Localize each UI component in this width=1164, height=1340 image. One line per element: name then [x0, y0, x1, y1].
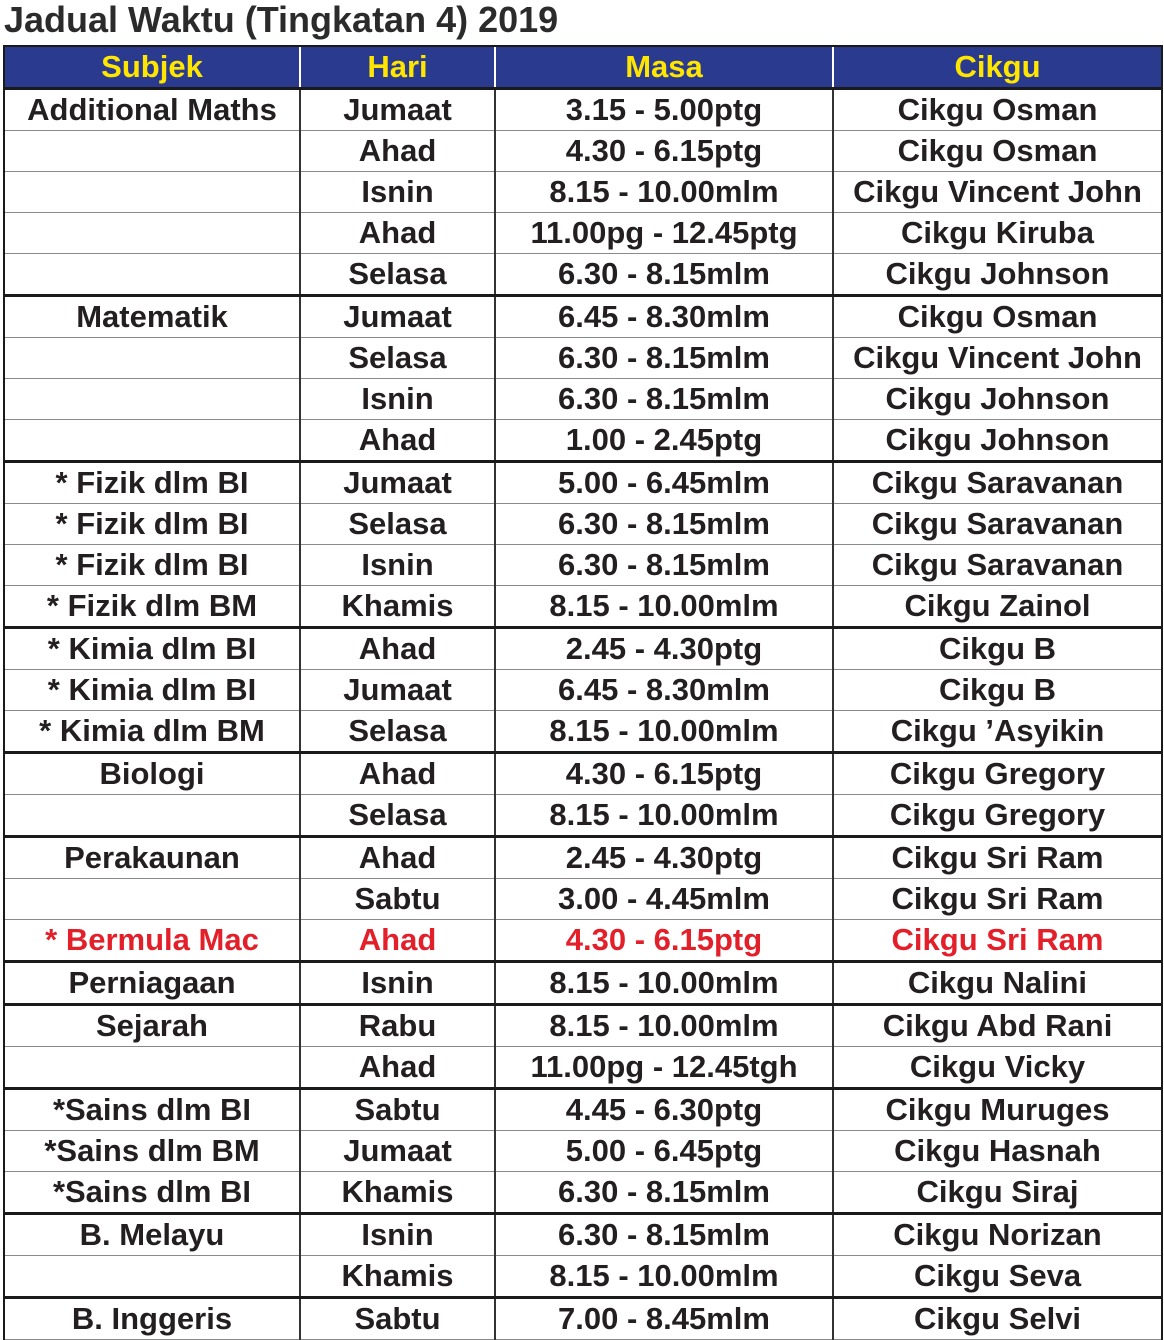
cell-teacher: Cikgu Seva	[833, 1256, 1162, 1298]
cell-time: 11.00pg - 12.45ptg	[495, 213, 833, 254]
table-row	[4, 1256, 1162, 1298]
table-row	[4, 296, 1162, 338]
cell-day: Sabtu	[300, 879, 495, 920]
cell-subject: * Bermula Mac	[4, 920, 300, 962]
cell-time: 4.30 - 6.15ptg	[495, 920, 833, 962]
table-row	[4, 1172, 1162, 1214]
table-row	[4, 962, 1162, 1005]
cell-subject	[4, 1047, 300, 1089]
table-row	[4, 89, 1162, 131]
column-header-day: Hari	[300, 46, 495, 89]
cell-time: 6.30 - 8.15mlm	[495, 1172, 833, 1214]
table-row	[4, 753, 1162, 795]
cell-day: Isnin	[300, 172, 495, 213]
cell-teacher: Cikgu Norizan	[833, 1214, 1162, 1256]
cell-day: Sabtu	[300, 1298, 495, 1340]
cell-day: Jumaat	[300, 462, 495, 504]
cell-time: 8.15 - 10.00mlm	[495, 172, 833, 213]
table-row	[4, 172, 1162, 213]
table-row	[4, 213, 1162, 254]
cell-teacher: Cikgu Abd Rani	[833, 1005, 1162, 1047]
cell-time: 8.15 - 10.00mlm	[495, 795, 833, 837]
cell-teacher: Cikgu Osman	[833, 131, 1162, 172]
cell-day: Jumaat	[300, 1131, 495, 1172]
cell-time: 6.30 - 8.15mlm	[495, 545, 833, 586]
cell-time: 6.45 - 8.30mlm	[495, 670, 833, 711]
cell-time: 6.30 - 8.15mlm	[495, 379, 833, 420]
cell-day: Sabtu	[300, 1089, 495, 1131]
cell-teacher: Cikgu Selvi	[833, 1298, 1162, 1340]
cell-day: Jumaat	[300, 296, 495, 338]
cell-teacher: Cikgu Saravanan	[833, 462, 1162, 504]
table-row	[4, 586, 1162, 628]
cell-time: 4.45 - 6.30ptg	[495, 1089, 833, 1131]
cell-teacher: Cikgu Johnson	[833, 379, 1162, 420]
cell-time: 3.15 - 5.00ptg	[495, 89, 833, 131]
cell-teacher: Cikgu Muruges	[833, 1089, 1162, 1131]
page-title: Jadual Waktu (Tingkatan 4) 2019	[4, 0, 559, 40]
cell-teacher: Cikgu Nalini	[833, 962, 1162, 1005]
cell-subject: * Fizik dlm BM	[4, 586, 300, 628]
cell-day: Ahad	[300, 837, 495, 879]
column-header-subject: Subjek	[4, 46, 300, 89]
cell-teacher: Cikgu Sri Ram	[833, 920, 1162, 962]
cell-time: 5.00 - 6.45mlm	[495, 462, 833, 504]
table-row	[4, 795, 1162, 837]
cell-time: 4.30 - 6.15ptg	[495, 753, 833, 795]
table-row	[4, 711, 1162, 753]
cell-teacher: Cikgu Saravanan	[833, 545, 1162, 586]
cell-subject: * Fizik dlm BI	[4, 462, 300, 504]
cell-teacher: Cikgu Johnson	[833, 254, 1162, 296]
cell-day: Isnin	[300, 1214, 495, 1256]
cell-day: Khamis	[300, 586, 495, 628]
cell-time: 6.30 - 8.15mlm	[495, 1214, 833, 1256]
cell-day: Ahad	[300, 1047, 495, 1089]
cell-subject	[4, 254, 300, 296]
cell-subject	[4, 795, 300, 837]
cell-subject: B. Melayu	[4, 1214, 300, 1256]
table-row	[4, 1089, 1162, 1131]
cell-day: Isnin	[300, 962, 495, 1005]
table-row	[4, 545, 1162, 586]
cell-subject: Additional Maths	[4, 89, 300, 131]
table-row	[4, 879, 1162, 920]
cell-subject: B. Inggeris	[4, 1298, 300, 1340]
header-row	[4, 46, 1162, 89]
cell-teacher: Cikgu Vincent John	[833, 338, 1162, 379]
cell-time: 6.30 - 8.15mlm	[495, 504, 833, 545]
cell-subject: Biologi	[4, 753, 300, 795]
cell-teacher: Cikgu B	[833, 670, 1162, 711]
cell-day: Selasa	[300, 711, 495, 753]
cell-time: 6.30 - 8.15mlm	[495, 338, 833, 379]
cell-day: Ahad	[300, 753, 495, 795]
cell-subject: Perakaunan	[4, 837, 300, 879]
cell-teacher: Cikgu Sri Ram	[833, 879, 1162, 920]
cell-teacher: Cikgu Vincent John	[833, 172, 1162, 213]
column-header-time: Masa	[495, 46, 833, 89]
table-row	[4, 254, 1162, 296]
cell-teacher: Cikgu Gregory	[833, 795, 1162, 837]
cell-teacher: Cikgu ’Asyikin	[833, 711, 1162, 753]
cell-day: Selasa	[300, 504, 495, 545]
cell-teacher: Cikgu Gregory	[833, 753, 1162, 795]
table-row	[4, 1214, 1162, 1256]
cell-day: Jumaat	[300, 670, 495, 711]
cell-day: Ahad	[300, 213, 495, 254]
cell-teacher: Cikgu Johnson	[833, 420, 1162, 462]
cell-day: Ahad	[300, 131, 495, 172]
cell-subject: * Fizik dlm BI	[4, 545, 300, 586]
cell-subject: Sejarah	[4, 1005, 300, 1047]
table-row	[4, 1005, 1162, 1047]
cell-subject: * Fizik dlm BI	[4, 504, 300, 545]
table-row	[4, 837, 1162, 879]
timetable	[3, 45, 1163, 1340]
cell-subject: *Sains dlm BM	[4, 1131, 300, 1172]
cell-subject	[4, 420, 300, 462]
cell-day: Khamis	[300, 1172, 495, 1214]
cell-day: Selasa	[300, 338, 495, 379]
cell-time: 1.00 - 2.45ptg	[495, 420, 833, 462]
cell-subject	[4, 1256, 300, 1298]
cell-time: 2.45 - 4.30ptg	[495, 837, 833, 879]
cell-subject	[4, 131, 300, 172]
cell-time: 8.15 - 10.00mlm	[495, 586, 833, 628]
cell-day: Isnin	[300, 379, 495, 420]
table-row	[4, 504, 1162, 545]
cell-time: 4.30 - 6.15ptg	[495, 131, 833, 172]
cell-teacher: Cikgu Vicky	[833, 1047, 1162, 1089]
cell-time: 6.45 - 8.30mlm	[495, 296, 833, 338]
cell-day: Ahad	[300, 628, 495, 670]
cell-subject	[4, 213, 300, 254]
cell-time: 3.00 - 4.45mlm	[495, 879, 833, 920]
cell-time: 2.45 - 4.30ptg	[495, 628, 833, 670]
table-row	[4, 1047, 1162, 1089]
table-row	[4, 420, 1162, 462]
table-row	[4, 379, 1162, 420]
cell-day: Rabu	[300, 1005, 495, 1047]
cell-teacher: Cikgu Osman	[833, 89, 1162, 131]
cell-subject: Perniagaan	[4, 962, 300, 1005]
cell-subject: * Kimia dlm BI	[4, 628, 300, 670]
cell-time: 8.15 - 10.00mlm	[495, 962, 833, 1005]
cell-subject: * Kimia dlm BM	[4, 711, 300, 753]
cell-teacher: Cikgu B	[833, 628, 1162, 670]
cell-subject: * Kimia dlm BI	[4, 670, 300, 711]
cell-subject: *Sains dlm BI	[4, 1089, 300, 1131]
column-header-teacher: Cikgu	[833, 46, 1162, 89]
cell-day: Jumaat	[300, 89, 495, 131]
cell-time: 7.00 - 8.45mlm	[495, 1298, 833, 1340]
cell-subject: *Sains dlm BI	[4, 1172, 300, 1214]
cell-subject	[4, 379, 300, 420]
cell-day: Khamis	[300, 1256, 495, 1298]
table-row	[4, 628, 1162, 670]
cell-teacher: Cikgu Zainol	[833, 586, 1162, 628]
table-row	[4, 1298, 1162, 1340]
cell-time: 8.15 - 10.00mlm	[495, 1256, 833, 1298]
cell-subject	[4, 338, 300, 379]
cell-teacher: Cikgu Sri Ram	[833, 837, 1162, 879]
cell-subject	[4, 172, 300, 213]
table-row	[4, 670, 1162, 711]
cell-teacher: Cikgu Osman	[833, 296, 1162, 338]
cell-day: Ahad	[300, 420, 495, 462]
table-row	[4, 1131, 1162, 1172]
cell-day: Isnin	[300, 545, 495, 586]
cell-teacher: Cikgu Siraj	[833, 1172, 1162, 1214]
cell-subject: Matematik	[4, 296, 300, 338]
cell-subject	[4, 879, 300, 920]
table-row	[4, 462, 1162, 504]
cell-time: 8.15 - 10.00mlm	[495, 1005, 833, 1047]
cell-time: 5.00 - 6.45ptg	[495, 1131, 833, 1172]
table-row	[4, 338, 1162, 379]
cell-day: Ahad	[300, 920, 495, 962]
cell-teacher: Cikgu Hasnah	[833, 1131, 1162, 1172]
cell-time: 8.15 - 10.00mlm	[495, 711, 833, 753]
cell-day: Selasa	[300, 795, 495, 837]
cell-time: 11.00pg - 12.45tgh	[495, 1047, 833, 1089]
table-row	[4, 920, 1162, 962]
cell-day: Selasa	[300, 254, 495, 296]
cell-teacher: Cikgu Kiruba	[833, 213, 1162, 254]
table-row	[4, 131, 1162, 172]
cell-teacher: Cikgu Saravanan	[833, 504, 1162, 545]
cell-time: 6.30 - 8.15mlm	[495, 254, 833, 296]
